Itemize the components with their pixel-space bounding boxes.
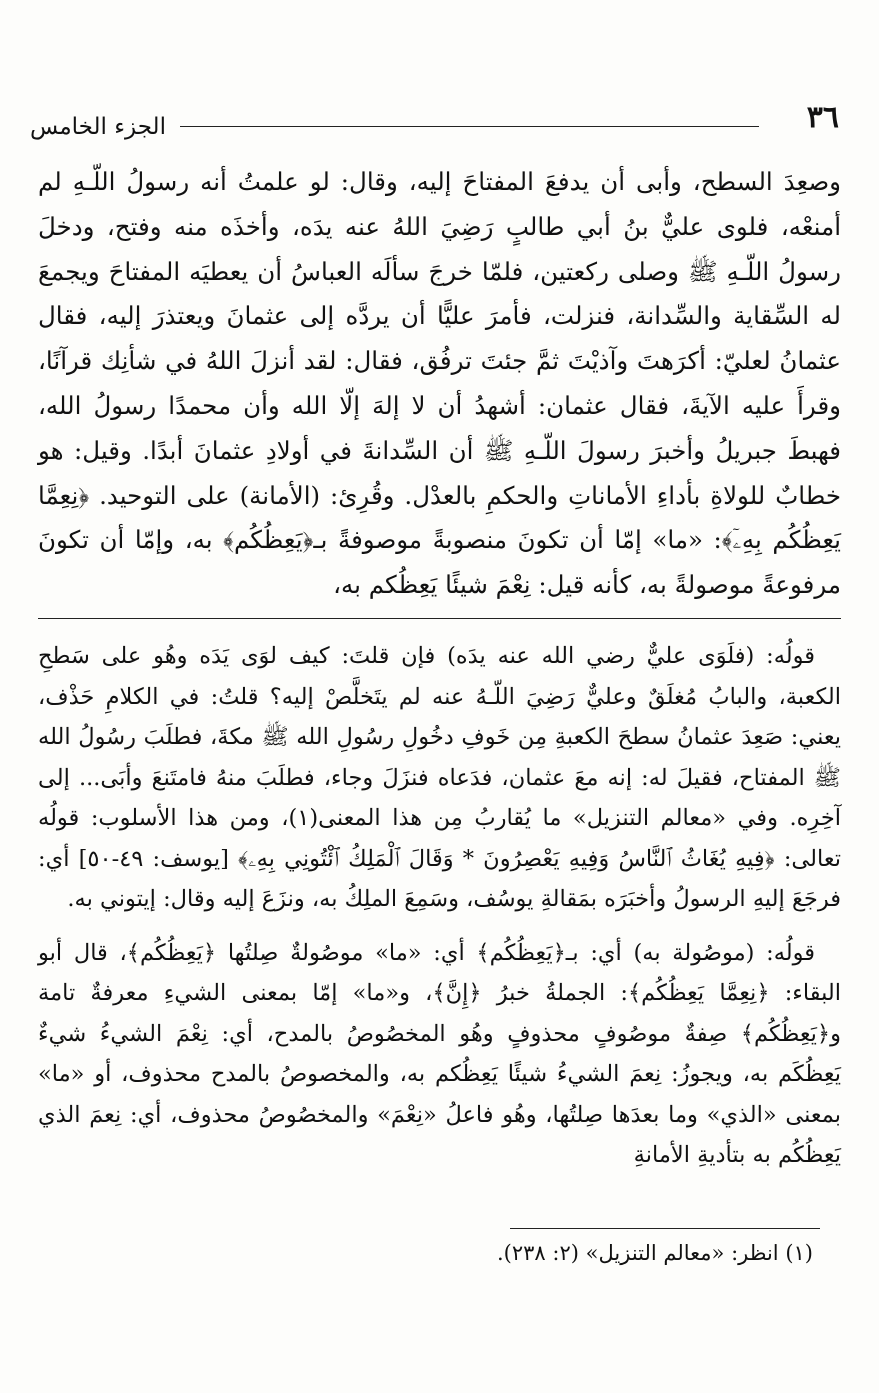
running-title: الجزء الخامس bbox=[30, 114, 166, 140]
footnote-rule bbox=[510, 1228, 820, 1229]
page-number: ٣٦ bbox=[806, 100, 839, 135]
commentary-block bbox=[38, 636, 841, 1176]
footnote: (١) انظر: «معالم التنزيل» (٢: ٢٣٨). bbox=[497, 1241, 813, 1265]
commentary-paragraph-1: قولُه: (فلَوَى عليٌّ رضي الله عنه يدَه) فإن قلتَ: كيف لوَى يَدَه وهُو على سَطحِ الكعبة، والبابُ مُغلَقٌ وعليٌّ رَضِيَ اللّـهُ عنه لم يتَخلَّصْ إليه؟ قلتُ: في الكلامِ حَذْف، يعني: صَعِدَ عثمانُ سطحَ الكعبةِ مِن خَوفِ دخُولِ رسُولِ الله ﷺ مكةَ، فطلَبَ رسُولُ الله ﷺ المفتاح، فقيلَ له: إنه معَ عثمان، فدَعاه فنزَلَ وجاء، فطلَبَ منهُ فامتَنعَ وأبَى... إلى آخِرِه. وفي «معالم التنزيل» ما يُقاربُ مِن هذا المعنى(١)، ومن هذا الأسلوب: قولُه تعالى: ﴿فِيهِ يُغَاثُ ٱلنَّاسُ وَفِيهِ يَعْصِرُونَ * وَقَالَ ٱلْمَلِكُ ٱئْتُونِي بِهِۦ﴾ [يوسف: ٤٩-٥٠] أي: فرجَعَ إليهِ الرسولُ وأخبَرَه بمَقالةِ يوسُف، وسَمِعَ الملِكُ به، ونزَعَ إليه وقال: إيتوني به. bbox=[38, 643, 841, 912]
section-separator bbox=[38, 618, 841, 619]
main-text-block bbox=[38, 160, 841, 608]
main-paragraph: وصعِدَ السطح، وأبى أن يدفعَ المفتاحَ إليه، وقال: لو علمتُ أنه رسولُ اللّـهِ لم أمنعْه، فلوى عليٌّ بنُ أبي طالبٍ رَضِيَ اللهُ عنه يدَه، وأخذَه منه وفتح، ودخلَ رسولُ اللّـهِ ﷺ وصلى ركعتين، فلمّا خرجَ سألَه العباسُ أن يعطيَه المفتاحَ ويجمعَ له السِّقاية والسِّدانة، فنزلت، فأمرَ عليًّا أن يردَّه إلى عثمانَ ويعتذرَ إليه، فقال عثمانُ لعليّ: أكرَهتَ وآذيْتَ ثمَّ جئتَ ترفُق، فقال: لقد أنزلَ اللهُ في شأنِك قرآنًا، وقرأَ عليه الآيةَ، فقال عثمان: أشهدُ أن لا إلهَ إلّا الله وأن محمدًا رسولُ الله، فهبطَ جبريلُ وأخبرَ رسولَ اللّـهِ ﷺ أن السِّدانةَ في أولادِ عثمانَ أبدًا. وقيل: هو خطابٌ للولاةِ بأداءِ الأماناتِ والحكمِ بالعدْل. وقُرِئ: (الأمانة) على التوحيد. ﴿نِعِمَّا يَعِظُكُم بِهِۦٓ﴾: «ما» إمّا أن تكونَ منصوبةً موصوفةً بـ﴿يَعِظُكُم﴾ به، وإمّا أن تكونَ مرفوعةً موصولةً به، كأنه قيل: نِعْمَ شيئًا يَعِظُكم به، bbox=[38, 167, 841, 600]
header-rule bbox=[180, 126, 759, 127]
commentary-paragraph-2: قولُه: (موصُولة به) أي: بـ﴿يَعِظُكُم﴾ أي: «ما» موصُولةٌ صِلتُها ﴿يَعِظُكُم﴾، قال أبو البقاء: ﴿نِعِمَّا يَعِظُكُم﴾: الجملةُ خبرُ ﴿إِنَّ﴾، و«ما» إمّا بمعنى الشيءِ معرفةٌ تامة و﴿يَعِظُكُم﴾ صِفةٌ موصُوفٍ محذوفٍ وهُو المخصُوصُ بالمدح، أي: نِعْمَ الشيءُ شيءٌ يَعِظُكَم به، ويجوزُ: نِعمَ الشيءُ شيئًا يَعِظُكم به، والمخصوصُ بالمدح محذوف، أو «ما» بمعنى «الذي» وما بعدَها صِلتُها، وهُو فاعلُ «نِعْمَ» والمخصُوصُ محذوف، أي: نِعمَ الذي يَعِظُكُم به بتأديةِ الأمانةِ bbox=[38, 939, 841, 1168]
page-header bbox=[30, 98, 839, 142]
